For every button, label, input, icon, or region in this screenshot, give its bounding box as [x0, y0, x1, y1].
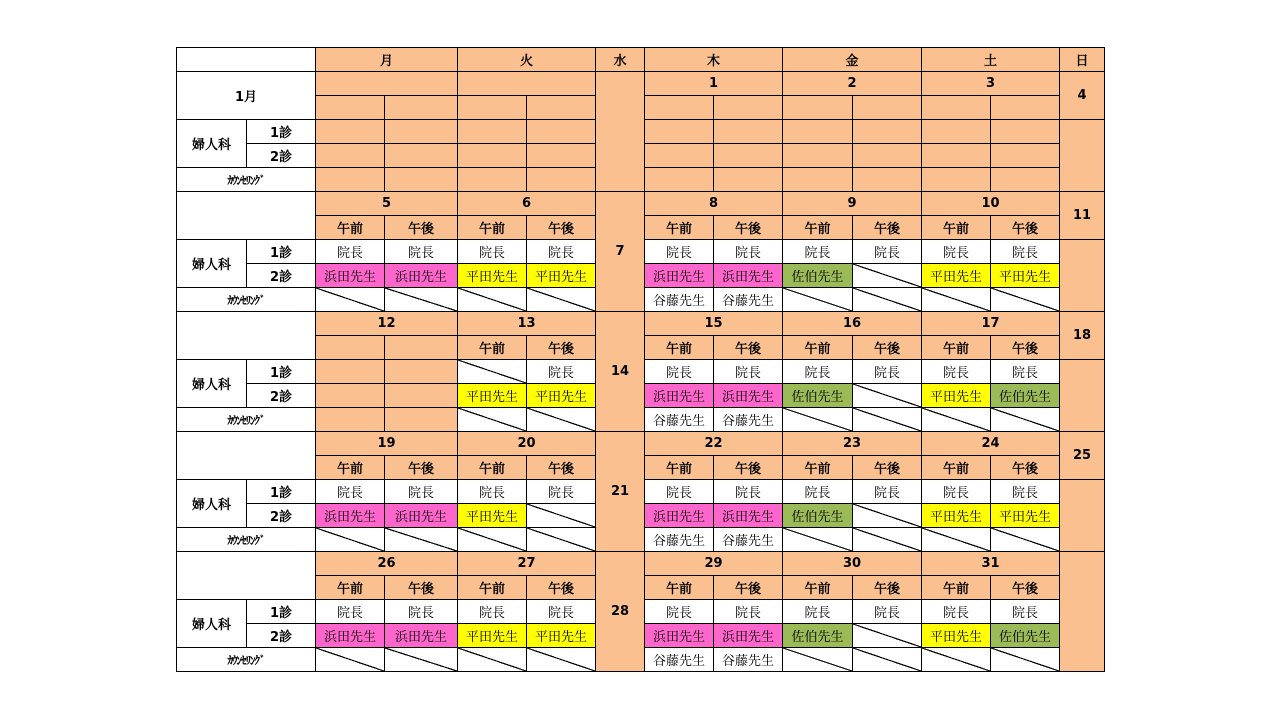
exam1-label: 1診 [246, 479, 316, 504]
am-header: 午前 [921, 215, 991, 240]
date-label: 5 [315, 191, 458, 216]
doctor-director: 院長 [713, 479, 783, 504]
pm-header: 午後 [713, 215, 783, 240]
empty-slot [644, 167, 714, 192]
empty-slot [384, 407, 458, 432]
doctor-saeki: 佐伯先生 [990, 623, 1060, 648]
exam2-label: 2診 [246, 623, 316, 648]
wednesday-date: 14 [595, 311, 645, 432]
am-header: 午前 [644, 455, 714, 480]
am-header: 午前 [644, 575, 714, 600]
date-label: 6 [457, 191, 596, 216]
date-label: 13 [457, 311, 596, 336]
doctor-director: 院長 [921, 359, 991, 384]
sunday-blank [1059, 479, 1105, 552]
unavailable-slot [315, 527, 385, 552]
weekday-header: 金 [782, 47, 922, 72]
doctor-director: 院長 [713, 239, 783, 264]
doctor-director: 院長 [990, 599, 1060, 624]
am-header: 午前 [457, 455, 527, 480]
department-label: 婦人科 [176, 119, 247, 168]
doctor-hamada: 浜田先生 [384, 503, 458, 528]
unavailable-slot [990, 527, 1060, 552]
pm-header: 午後 [384, 575, 458, 600]
exam2-label: 2診 [246, 263, 316, 288]
doctor-hamada: 浜田先生 [384, 623, 458, 648]
slot-header-blank [921, 95, 991, 120]
pm-header: 午後 [990, 335, 1060, 360]
unavailable-slot [457, 407, 527, 432]
doctor-director: 院長 [921, 479, 991, 504]
doctor-director: 院長 [644, 359, 714, 384]
doctor-hamada: 浜田先生 [644, 623, 714, 648]
sunday-date: 4 [1059, 71, 1105, 120]
pm-header: 午後 [384, 455, 458, 480]
doctor-director: 院長 [384, 599, 458, 624]
unavailable-slot [457, 359, 527, 384]
doctor-hirata: 平田先生 [921, 263, 991, 288]
doctor-director: 院長 [921, 239, 991, 264]
exam2-label: 2診 [246, 143, 316, 168]
doctor-director: 院長 [713, 599, 783, 624]
slot-header-blank [990, 95, 1060, 120]
empty-slot [852, 167, 922, 192]
weekday-header: 日 [1059, 47, 1105, 72]
doctor-hirata: 平田先生 [526, 263, 596, 288]
empty-slot [713, 167, 783, 192]
doctor-hamada: 浜田先生 [644, 503, 714, 528]
unavailable-slot [852, 503, 922, 528]
doctor-director: 院長 [526, 239, 596, 264]
doctor-director: 院長 [457, 479, 527, 504]
date-label: 3 [921, 71, 1060, 96]
doctor-hamada: 浜田先生 [315, 623, 385, 648]
pm-header: 午後 [526, 575, 596, 600]
exam1-label: 1診 [246, 239, 316, 264]
exam2-label: 2診 [246, 503, 316, 528]
week-label-blank [176, 551, 316, 600]
weekday-header: 土 [921, 47, 1060, 72]
doctor-saeki: 佐伯先生 [782, 503, 853, 528]
doctor-director: 院長 [315, 239, 385, 264]
unavailable-slot [990, 647, 1060, 672]
week-label-blank [176, 191, 316, 240]
doctor-tanifuji: 谷藤先生 [713, 647, 783, 672]
doctor-director: 院長 [526, 599, 596, 624]
am-header: 午前 [315, 575, 385, 600]
empty-slot [644, 119, 714, 144]
date-label: 31 [921, 551, 1060, 576]
am-header: 午前 [315, 215, 385, 240]
unavailable-slot [457, 287, 527, 312]
empty-slot [852, 119, 922, 144]
doctor-director: 院長 [921, 599, 991, 624]
doctor-director: 院長 [990, 359, 1060, 384]
unavailable-slot [782, 407, 853, 432]
date-label: 26 [315, 551, 458, 576]
doctor-director: 院長 [526, 359, 596, 384]
slot-header-blank [384, 335, 458, 360]
exam1-label: 1診 [246, 359, 316, 384]
doctor-director: 院長 [644, 239, 714, 264]
pm-header: 午後 [990, 455, 1060, 480]
date-label: 29 [644, 551, 783, 576]
doctor-tanifuji: 谷藤先生 [644, 527, 714, 552]
doctor-director: 院長 [384, 239, 458, 264]
doctor-director: 院長 [644, 599, 714, 624]
empty-slot [526, 167, 596, 192]
am-header: 午前 [921, 575, 991, 600]
empty-slot [384, 359, 458, 384]
sunday-date: 18 [1059, 311, 1105, 360]
counseling-label: ｶｳﾝｾﾘﾝｸﾞ [176, 647, 316, 672]
unavailable-slot [921, 287, 991, 312]
date-label: 1 [644, 71, 783, 96]
counseling-label: ｶｳﾝｾﾘﾝｸﾞ [176, 407, 316, 432]
unavailable-slot [315, 287, 385, 312]
pm-header: 午後 [852, 575, 922, 600]
empty-slot [457, 143, 527, 168]
unavailable-slot [384, 647, 458, 672]
weekday-header: 月 [315, 47, 458, 72]
unavailable-slot [526, 287, 596, 312]
pm-header: 午後 [852, 455, 922, 480]
pm-header: 午後 [852, 215, 922, 240]
unavailable-slot [852, 647, 922, 672]
empty-slot [713, 143, 783, 168]
unavailable-slot [921, 527, 991, 552]
am-header: 午前 [457, 575, 527, 600]
doctor-hirata: 平田先生 [921, 383, 991, 408]
department-label: 婦人科 [176, 599, 247, 648]
doctor-hamada: 浜田先生 [713, 263, 783, 288]
empty-slot [990, 167, 1060, 192]
doctor-tanifuji: 谷藤先生 [644, 287, 714, 312]
doctor-saeki: 佐伯先生 [990, 383, 1060, 408]
doctor-tanifuji: 谷藤先生 [713, 287, 783, 312]
date-label: 16 [782, 311, 922, 336]
doctor-hirata: 平田先生 [526, 623, 596, 648]
empty-slot [315, 383, 385, 408]
empty-slot [526, 119, 596, 144]
am-header: 午前 [921, 335, 991, 360]
date-label: 15 [644, 311, 783, 336]
slot-header-blank [644, 95, 714, 120]
slot-header-blank [852, 95, 922, 120]
unavailable-slot [526, 527, 596, 552]
date-label [457, 71, 596, 96]
pm-header: 午後 [526, 335, 596, 360]
date-label: 10 [921, 191, 1060, 216]
empty-slot [713, 119, 783, 144]
empty-slot [384, 143, 458, 168]
doctor-director: 院長 [852, 479, 922, 504]
doctor-hamada: 浜田先生 [713, 383, 783, 408]
unavailable-slot [852, 623, 922, 648]
date-label: 17 [921, 311, 1060, 336]
empty-slot [457, 119, 527, 144]
am-header: 午前 [644, 215, 714, 240]
department-label: 婦人科 [176, 359, 247, 408]
doctor-tanifuji: 谷藤先生 [713, 527, 783, 552]
doctor-director: 院長 [990, 239, 1060, 264]
unavailable-slot [457, 527, 527, 552]
date-label: 30 [782, 551, 922, 576]
slot-header-blank [713, 95, 783, 120]
empty-slot [315, 143, 385, 168]
am-header: 午前 [921, 455, 991, 480]
unavailable-slot [921, 647, 991, 672]
empty-slot [782, 143, 853, 168]
empty-slot [990, 143, 1060, 168]
empty-slot [384, 383, 458, 408]
unavailable-slot [852, 263, 922, 288]
doctor-hirata: 平田先生 [526, 383, 596, 408]
am-header: 午前 [782, 335, 853, 360]
am-header: 午前 [782, 215, 853, 240]
pm-header: 午後 [852, 335, 922, 360]
unavailable-slot [315, 647, 385, 672]
empty-slot [315, 407, 385, 432]
doctor-director: 院長 [990, 479, 1060, 504]
sunday-blank [1059, 359, 1105, 432]
pm-header: 午後 [713, 335, 783, 360]
slot-header-blank [315, 95, 385, 120]
am-header: 午前 [782, 455, 853, 480]
doctor-hamada: 浜田先生 [713, 623, 783, 648]
date-label: 20 [457, 431, 596, 456]
slot-header-blank [384, 95, 458, 120]
month-label: 1月 [176, 71, 316, 120]
doctor-director: 院長 [526, 479, 596, 504]
empty-slot [315, 359, 385, 384]
am-header: 午前 [644, 335, 714, 360]
date-label: 22 [644, 431, 783, 456]
doctor-director: 院長 [644, 479, 714, 504]
doctor-director: 院長 [384, 479, 458, 504]
am-header: 午前 [315, 455, 385, 480]
unavailable-slot [782, 647, 853, 672]
doctor-director: 院長 [457, 239, 527, 264]
empty-slot [782, 119, 853, 144]
wednesday-date [595, 71, 645, 192]
pm-header: 午後 [526, 455, 596, 480]
unavailable-slot [852, 527, 922, 552]
counseling-label: ｶｳﾝｾﾘﾝｸﾞ [176, 287, 316, 312]
unavailable-slot [526, 407, 596, 432]
doctor-hirata: 平田先生 [921, 503, 991, 528]
empty-slot [315, 119, 385, 144]
empty-slot [921, 143, 991, 168]
pm-header: 午後 [990, 215, 1060, 240]
doctor-tanifuji: 谷藤先生 [713, 407, 783, 432]
doctor-director: 院長 [782, 479, 853, 504]
unavailable-slot [921, 407, 991, 432]
doctor-hirata: 平田先生 [457, 623, 527, 648]
date-label: 19 [315, 431, 458, 456]
unavailable-slot [990, 287, 1060, 312]
doctor-hamada: 浜田先生 [713, 503, 783, 528]
pm-header: 午後 [526, 215, 596, 240]
header-corner [176, 47, 316, 72]
weekday-header: 水 [595, 47, 645, 72]
exam2-label: 2診 [246, 383, 316, 408]
date-label [315, 71, 458, 96]
doctor-director: 院長 [852, 599, 922, 624]
unavailable-slot [852, 287, 922, 312]
slot-header-blank [457, 95, 527, 120]
date-label: 9 [782, 191, 922, 216]
week-label-blank [176, 311, 316, 360]
doctor-director: 院長 [852, 359, 922, 384]
pm-header: 午後 [713, 575, 783, 600]
unavailable-slot [384, 527, 458, 552]
empty-slot [644, 143, 714, 168]
doctor-tanifuji: 谷藤先生 [644, 647, 714, 672]
unavailable-slot [990, 407, 1060, 432]
empty-slot [990, 119, 1060, 144]
doctor-hirata: 平田先生 [457, 263, 527, 288]
empty-slot [852, 143, 922, 168]
empty-slot [526, 143, 596, 168]
doctor-director: 院長 [713, 359, 783, 384]
wednesday-date: 28 [595, 551, 645, 672]
exam1-label: 1診 [246, 119, 316, 144]
date-label: 12 [315, 311, 458, 336]
pm-header: 午後 [990, 575, 1060, 600]
empty-slot [921, 167, 991, 192]
exam1-label: 1診 [246, 599, 316, 624]
week-label-blank [176, 431, 316, 480]
unavailable-slot [384, 287, 458, 312]
doctor-hirata: 平田先生 [990, 263, 1060, 288]
unavailable-slot [457, 647, 527, 672]
date-label: 23 [782, 431, 922, 456]
weekday-header: 木 [644, 47, 783, 72]
doctor-saeki: 佐伯先生 [782, 383, 853, 408]
doctor-hamada: 浜田先生 [384, 263, 458, 288]
doctor-director: 院長 [852, 239, 922, 264]
doctor-hirata: 平田先生 [921, 623, 991, 648]
empty-slot [384, 119, 458, 144]
doctor-hamada: 浜田先生 [644, 383, 714, 408]
empty-slot [384, 167, 458, 192]
doctor-director: 院長 [315, 479, 385, 504]
counseling-label: ｶｳﾝｾﾘﾝｸﾞ [176, 167, 316, 192]
sunday-date: 11 [1059, 191, 1105, 240]
wednesday-date: 7 [595, 191, 645, 312]
date-label: 24 [921, 431, 1060, 456]
empty-slot [315, 167, 385, 192]
doctor-hamada: 浜田先生 [315, 263, 385, 288]
sunday-date: 25 [1059, 431, 1105, 480]
wednesday-date: 21 [595, 431, 645, 552]
doctor-tanifuji: 谷藤先生 [644, 407, 714, 432]
weekday-header: 火 [457, 47, 596, 72]
doctor-hirata: 平田先生 [990, 503, 1060, 528]
date-label: 27 [457, 551, 596, 576]
pm-header: 午後 [713, 455, 783, 480]
doctor-director: 院長 [315, 599, 385, 624]
doctor-director: 院長 [782, 599, 853, 624]
unavailable-slot [526, 647, 596, 672]
doctor-director: 院長 [782, 239, 853, 264]
doctor-saeki: 佐伯先生 [782, 263, 853, 288]
doctor-hirata: 平田先生 [457, 383, 527, 408]
empty-slot [921, 119, 991, 144]
sunday-blank [1059, 119, 1105, 192]
doctor-hamada: 浜田先生 [644, 263, 714, 288]
department-label: 婦人科 [176, 479, 247, 528]
sunday-blank [1059, 551, 1105, 672]
slot-header-blank [782, 95, 853, 120]
counseling-label: ｶｳﾝｾﾘﾝｸﾞ [176, 527, 316, 552]
empty-slot [782, 167, 853, 192]
unavailable-slot [526, 503, 596, 528]
am-header: 午前 [457, 215, 527, 240]
doctor-hamada: 浜田先生 [315, 503, 385, 528]
am-header: 午前 [457, 335, 527, 360]
doctor-director: 院長 [457, 599, 527, 624]
unavailable-slot [852, 407, 922, 432]
date-label: 2 [782, 71, 922, 96]
unavailable-slot [782, 527, 853, 552]
pm-header: 午後 [384, 215, 458, 240]
doctor-director: 院長 [782, 359, 853, 384]
doctor-hirata: 平田先生 [457, 503, 527, 528]
slot-header-blank [315, 335, 385, 360]
unavailable-slot [852, 383, 922, 408]
department-label: 婦人科 [176, 239, 247, 288]
sunday-blank [1059, 239, 1105, 312]
doctor-saeki: 佐伯先生 [782, 623, 853, 648]
date-label: 8 [644, 191, 783, 216]
slot-header-blank [526, 95, 596, 120]
am-header: 午前 [782, 575, 853, 600]
unavailable-slot [782, 287, 853, 312]
empty-slot [457, 167, 527, 192]
